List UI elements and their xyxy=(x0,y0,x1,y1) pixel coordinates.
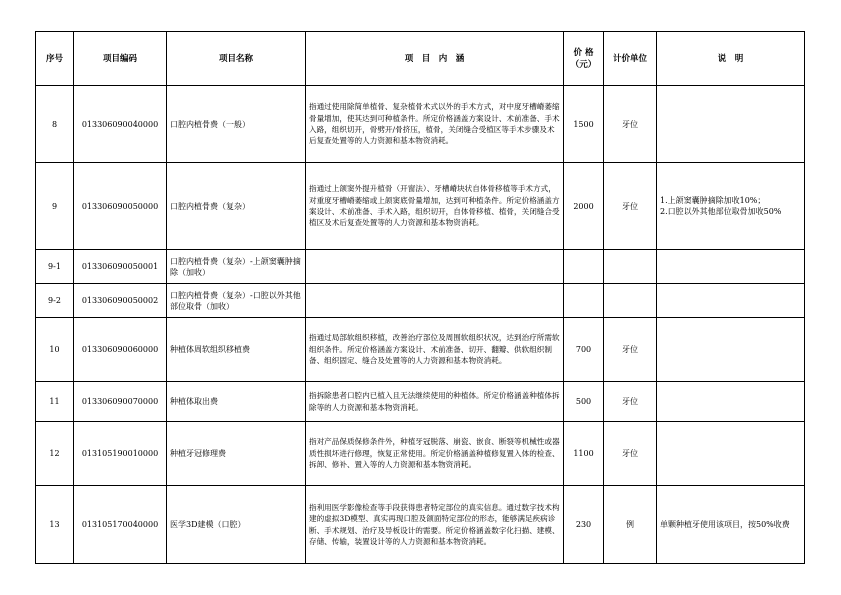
header-price-line1: 价 格 xyxy=(573,47,594,58)
cell-content: 指通过上颌窦外提升植骨（开窗法）、牙槽嵴块状自体骨移植等手术方式，对重度牙槽嵴萎缩或上颌窦底骨量增加，达到可种植条件。所定价格涵盖方案设计、术前准备、手术入路，组织切开，自体骨移植、植骨，关闭缝合受植区及术后复查处置等的人力资源和基本物资消耗。 xyxy=(306,163,564,250)
table-row xyxy=(36,382,805,422)
cell-seq: 13 xyxy=(36,486,74,564)
cell-name: 种植体取出费 xyxy=(167,382,306,422)
header-code: 项目编码 xyxy=(74,32,167,86)
cell-note xyxy=(657,284,805,318)
header-seq: 序号 xyxy=(36,32,74,86)
cell-note: 单颗种植牙使用该项目，按50%收费 xyxy=(657,486,805,564)
cell-unit: 例 xyxy=(604,486,657,564)
header-price xyxy=(564,32,604,86)
cell-note xyxy=(657,86,805,163)
cell-code: 013306090040000 xyxy=(74,86,167,163)
cell-code: 013306090050002 xyxy=(74,284,167,318)
cell-price: 500 xyxy=(564,382,604,422)
cell-unit xyxy=(604,284,657,318)
cell-content: 指拆除患者口腔内已植入且无法继续使用的种植体。所定价格涵盖种植体拆除等的人力资源和基本物资消耗。 xyxy=(306,382,564,422)
cell-price: 700 xyxy=(564,318,604,382)
cell-price: 230 xyxy=(564,486,604,564)
cell-content: 指对产品保质保修条件外，种植牙冠脱落、崩瓷、嵌食、断裂等机械性或器质性损坏进行修理，恢复正常使用。所定价格涵盖种植修复置入体的检查、拆卸、修补、置入等的人力资源和基本物资消耗。 xyxy=(306,422,564,486)
cell-seq: 11 xyxy=(36,382,74,422)
cell-seq: 10 xyxy=(36,318,74,382)
cell-seq: 9-1 xyxy=(36,250,74,284)
cell-note xyxy=(657,318,805,382)
cell-unit xyxy=(604,250,657,284)
cell-price: 2000 xyxy=(564,163,604,250)
cell-code: 013105190010000 xyxy=(74,422,167,486)
cell-content xyxy=(306,284,564,318)
table-row xyxy=(36,318,805,382)
cell-unit: 牙位 xyxy=(604,318,657,382)
cell-code: 013306090050001 xyxy=(74,250,167,284)
header-note: 说 明 xyxy=(657,32,805,86)
cell-code: 013306090050000 xyxy=(74,163,167,250)
cell-unit: 牙位 xyxy=(604,382,657,422)
header-name: 项目名称 xyxy=(167,32,306,86)
cell-price xyxy=(564,250,604,284)
cell-name: 口腔内植骨费（复杂）-口腔以外其他部位取骨（加收） xyxy=(167,284,306,318)
cell-content: 指利用医学影像检查等手段获得患者特定部位的真实信息。通过数字技术构建的虚拟3D模型、真实再现口腔及颌面特定部位的形态，能够满足疾病诊断、手术规划、治疗及导板设计的需要。所定价格涵盖数字化扫描、建模、存储、传输，装置设计等的人力资源和基本物资消耗。 xyxy=(306,486,564,564)
cell-name: 医学3D建模（口腔） xyxy=(167,486,306,564)
cell-content: 指通过局部软组织移植，改善治疗部位及周围软组织状况，达到治疗所需软组织条件。所定价格涵盖方案设计、术前准备、切开、翻瓣、供软组织制备、组织固定、缝合及处置等的人力资源和基本物资消耗。 xyxy=(306,318,564,382)
cell-note xyxy=(657,382,805,422)
cell-content xyxy=(306,250,564,284)
table-row xyxy=(36,422,805,486)
cell-note xyxy=(657,250,805,284)
cell-content: 指通过使用除简单植骨、复杂植骨术式以外的手术方式，对中度牙槽嵴萎缩骨量增加，使其达到可种植条件。所定价格涵盖方案设计、术前准备、手术入路，组织切开，骨劈开/骨挤压，植骨，关闭缝合受植区等手术步骤及术后复查处置等的人力资源和基本物资消耗。 xyxy=(306,86,564,163)
table-row xyxy=(36,163,805,250)
cell-seq: 9-2 xyxy=(36,284,74,318)
header-content: 项 目 内 涵 xyxy=(306,32,564,86)
cell-seq: 9 xyxy=(36,163,74,250)
cell-name: 口腔内植骨费（复杂） xyxy=(167,163,306,250)
cell-price: 1100 xyxy=(564,422,604,486)
cell-unit: 牙位 xyxy=(604,86,657,163)
cell-price xyxy=(564,284,604,318)
table-row xyxy=(36,486,805,564)
cell-seq: 12 xyxy=(36,422,74,486)
cell-code: 013306090070000 xyxy=(74,382,167,422)
cell-name: 口腔内植骨费（复杂）-上颌窦囊肿摘除（加收） xyxy=(167,250,306,284)
cell-unit: 牙位 xyxy=(604,163,657,250)
cell-note xyxy=(657,422,805,486)
cell-code: 013105170040000 xyxy=(74,486,167,564)
cell-note: 1.上颌窦囊肿摘除加收10%； 2.口腔以外其他部位取骨加收50% xyxy=(657,163,805,250)
cell-name: 种植牙冠修理费 xyxy=(167,422,306,486)
table-row xyxy=(36,284,805,318)
table-row xyxy=(36,250,805,284)
cell-code: 013306090060000 xyxy=(74,318,167,382)
cell-name: 种植体周软组织移植费 xyxy=(167,318,306,382)
header-unit: 计价单位 xyxy=(604,32,657,86)
cell-unit: 牙位 xyxy=(604,422,657,486)
header-price-line2: （元） xyxy=(570,59,597,70)
header-row xyxy=(36,32,805,86)
cell-name: 口腔内植骨费（一般） xyxy=(167,86,306,163)
cell-seq: 8 xyxy=(36,86,74,163)
cell-price: 1500 xyxy=(564,86,604,163)
price-table xyxy=(35,31,805,564)
table-row xyxy=(36,86,805,163)
